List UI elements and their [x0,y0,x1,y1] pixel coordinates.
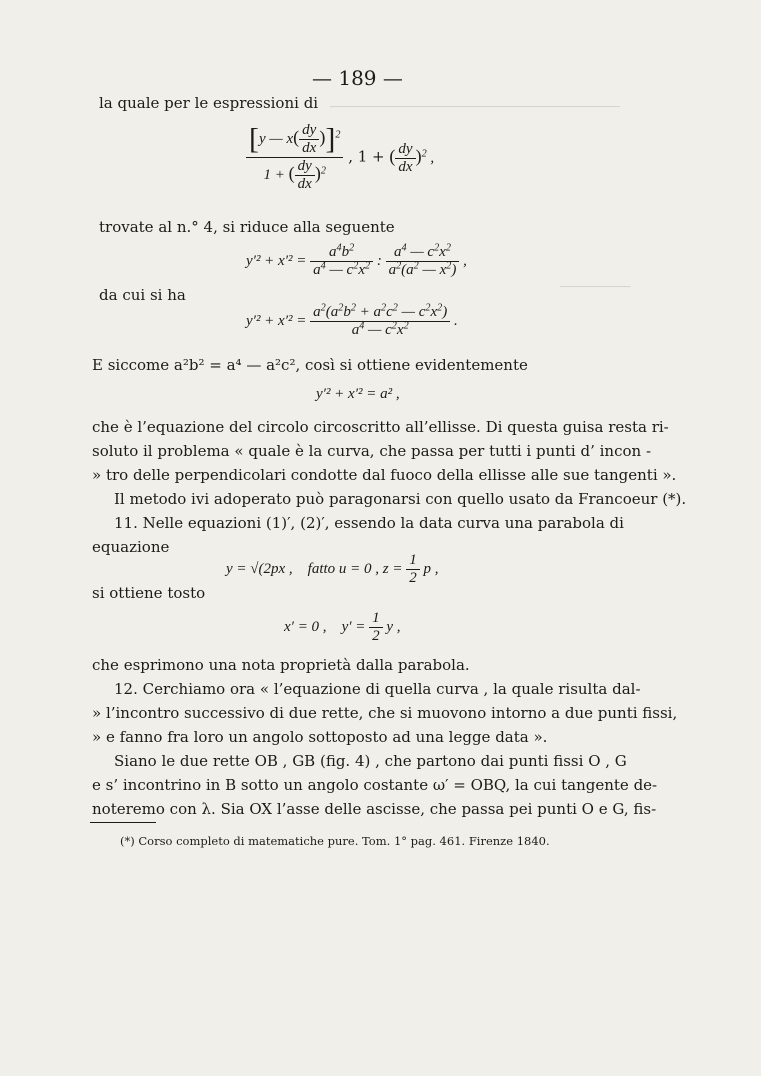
text-line-8: Il metodo ivi adoperato può paragonarsi con quello usato da Francoeur (*). [114,490,687,508]
text-line-3: da cui si ha [99,286,186,304]
page-number: — 189 — [312,66,403,90]
text-line-5: che è l’equazione del circolo circoscritto all’ellisse. Di questa guisa resta ri- [92,418,669,436]
text-line-13: 12. Cerchiamo ora « l’equazione di quella curva , la quale risulta dal- [114,680,641,698]
formula-solution: x′ = 0 , y′ = $\frac{1}{2}$ y , [284,610,401,644]
text-line-10: equazione [92,538,170,556]
footnote: (*) Corso completo di matematiche pure. Tom. 1° pag. 461. Firenze 1840. [120,834,550,848]
formula-colon: : [376,252,382,269]
text-line-1: la quale per le espressioni di [99,94,319,112]
text-line-17: e s’ incontrino in B sotto un angolo costante ω′ = OBQ, la cui tangente de- [92,776,658,794]
formula-lhs: y′² + x′² = [246,312,307,329]
formula-expressions: [y — x( $\frac{dy}{dx}$ )]$^2$ 1 + ( $\frac{dy}{dx}$ )$^2$ , 1 + ( $\frac{dy}{dx}$ )$^2$ , [246,122,434,193]
text-line-12: che esprimono una nota proprietà dalla parabola. [92,656,470,674]
bleed-through: ───────────────────────────────────── [330,100,620,115]
text-line-6: soluto il problema « quale è la curva, che passa per tutti i punti d’ incon - [92,442,652,460]
formula-y: y′ = [341,618,366,635]
formula-tail: y , [386,618,401,635]
text-line-18: noteremo con λ. Sia OX l’asse delle ascisse, che passa pei punti O e G, fis- [92,800,657,818]
text-line-15: » e fanno fra loro un angolo sottoposto ad una legge data ». [92,728,548,746]
formula-parabola: y = √(2px , fatto u = 0 , z = $\frac{1}{2}$ p , [226,552,439,586]
formula-x: x′ = 0 , [284,618,327,635]
formula-circle: y′² + x′² = a² , [316,386,400,402]
text-line-16: Siano le due rette OB , GB (fig. 4) , che partono dai punti fissi O , G [114,752,627,770]
formula-reduction: y′² + x′² = $\frac{a^4b^2}{a^4 — c^2x^2}$ : $\frac{a^4 — c^2x^2}{a^2(a^2 — x^2)}$ , [246,242,467,278]
footnote-rule [90,822,156,823]
formula-lhs: y = √(2px , [226,560,293,577]
text-line-2: trovate al n.° 4, si riduce alla seguente [99,218,395,236]
text-line-9: 11. Nelle equazioni (1)′, (2)′, essendo la data curva una parabola di [114,514,624,532]
text-line-4: E siccome a²b² = a⁴ — a²c², così si ottiene evidentemente [92,356,528,374]
formula-tail: p , [423,560,439,577]
text-line-7: » tro delle perpendicolari condotte dal fuoco della ellisse alle sue tangenti ». [92,466,677,484]
formula-lhs: y′² + x′² = [246,252,307,269]
formula-plus-text: , 1 + [348,147,385,166]
formula-mid: fatto u = 0 , z = [307,560,403,577]
formula-result: y′² + x′² = $\frac{a^2(a^2b^2 + a^2c^2 — c^2x^2)}{a^4 — c^2x^2}$ . [246,302,458,338]
bleed-through: ───────── [560,280,631,295]
text-line-11: si ottiene tosto [92,584,206,602]
text-line-14: » l’incontro successivo di due rette, che si muovono intorno a due punti fissi, [92,704,678,722]
